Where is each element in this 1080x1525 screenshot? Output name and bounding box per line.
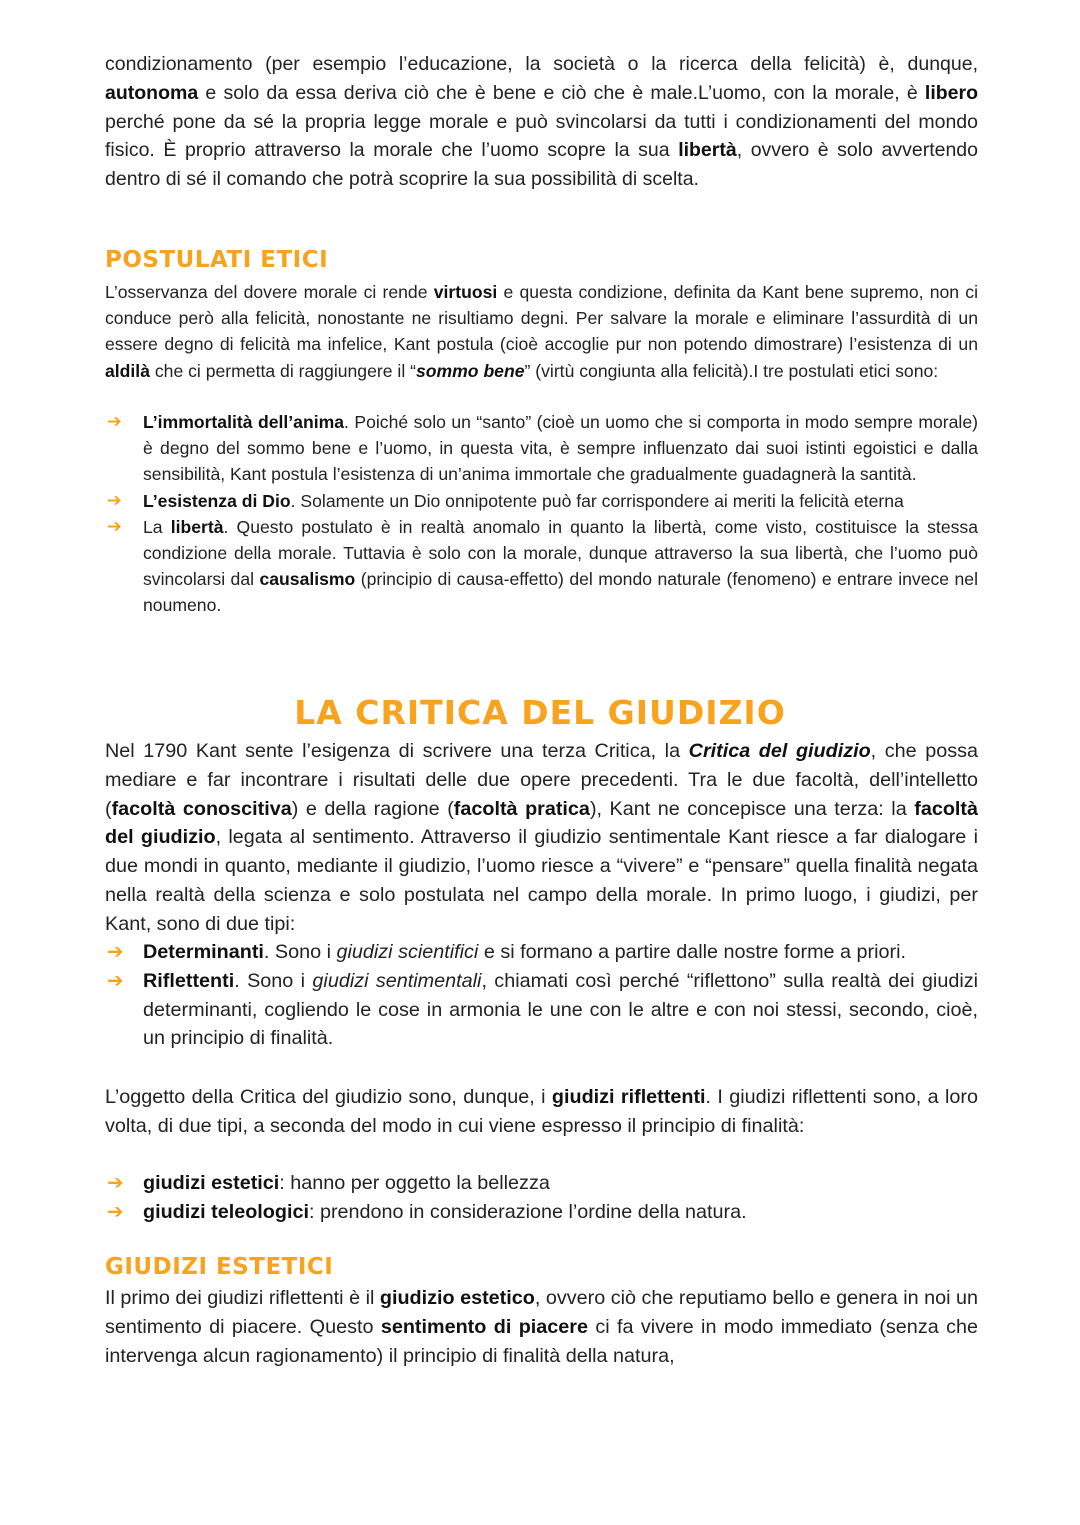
- postulati-paragraph: L’osservanza del dovere morale ci rende virtuosi e questa condizione, definita da Kant bene supremo, non ci conduce però alla felicità, nonostante ne risultiamo degni. Per salvare la morale e eliminare l’assurdità di un essere degno di felicità ma infelice, Kant postula (cioè accoglie pur non potendo dimostrare) l’esistenza di un aldilà che ci permetta di raggiungere il “sommo bene” (virtù congiunta alla felicità).I tre postulati etici sono:: [105, 282, 978, 381]
- list-item: ➔ giudizi teleologici: prendono in considerazione l’ordine della natura.: [105, 1198, 978, 1227]
- critica-paragraph: Nel 1790 Kant sente l’esigenza di scrivere una terza Critica, la Critica del giudizio, che possa mediare e far incontrare i risultati delle due opere precedenti. Tra le due facoltà, dell’intelletto (facoltà conoscitiva) e della ragione (facoltà pratica), Kant ne concepisce una terza: la facoltà del giudizio, legata al sentimento. Attraverso il giudizio sentimentale Kant riesce a far dialogare i due mondi in quanto, mediante il giudizio, l’uomo riesce a “vivere” e “pensare” quella finalità negata nella realtà della scienza e solo postulata nel campo della morale. In primo luogo, i giudizi, per Kant, sono di due tipi:: [105, 740, 978, 935]
- text-emphasis: sentimento di piacere: [380, 1315, 588, 1338]
- arrow-bullet-icon: ➔: [107, 968, 124, 992]
- list-item: ➔ La libertà. Questo postulato è in realtà anomalo in quanto la libertà, come visto, costituisce la stessa condizione della morale. Tuttavia è solo con la morale, dunque attraverso la sua libertà, che l’uomo può svincolarsi dal causalismo (principio di causa-effetto) del mondo naturale (fenomeno) e entrare invece nel noumeno.: [105, 514, 978, 619]
- critica-paragraph-2: L’oggetto della Critica del giudizio sono, dunque, i giudizi riflettenti. I giudizi riflettenti sono, a loro volta, di due tipi, a seconda del modo in cui viene espresso il principio di finalità:: [105, 1086, 978, 1137]
- arrow-bullet-icon: ➔: [107, 412, 122, 432]
- arrow-bullet-icon: ➔: [107, 1171, 124, 1194]
- text-emphasis: facoltà pratica: [453, 797, 590, 820]
- text-emphasis: aldilà: [105, 360, 150, 381]
- arrow-bullet-icon: ➔: [107, 940, 124, 963]
- list-item: ➔ L’esistenza di Dio. Solamente un Dio onnipotente può far corrispondere ai meriti la felicità eterna: [105, 488, 978, 514]
- text-emphasis: facoltà conoscitiva: [111, 797, 292, 820]
- postulati-list: [105, 409, 978, 619]
- arrow-bullet-icon: ➔: [107, 490, 122, 511]
- section-heading-postulati: POSTULATI ETICI: [105, 247, 329, 273]
- text-emphasis: virtuosi: [433, 282, 498, 302]
- text-emphasis: giudizi riflettenti: [551, 1086, 706, 1108]
- text-emphasis: autonoma: [105, 81, 199, 104]
- list-item-emphasis: giudizi sentimentali: [312, 969, 482, 992]
- list-item-emphasis: giudizi estetici: [143, 1172, 280, 1194]
- text-emphasis: sommo bene: [415, 360, 525, 381]
- text-emphasis: Critica del giudizio: [688, 740, 871, 762]
- estetici-paragraph: Il primo dei giudizi riflettenti è il giudizio estetico, ovvero ciò che reputiamo bello e genera in noi un sentimento di piacere. Questo sentimento di piacere ci fa vivere in modo immediato (senza che intervenga alcun ragionamento) il principio di finalità della natura,: [105, 1287, 978, 1367]
- intro-paragraph: condizionamento (per esempio l’educazione, la società o la ricerca della felicità) è, dunque, autonoma e solo da essa deriva ciò che è bene e ciò che è male.L’uomo, con la morale, è libero perché pone da sé la propria legge morale e può svincolarsi da tutti i condizionamenti del mondo fisico. È proprio attraverso la morale che l’uomo scopre la sua libertà, ovvero è solo avvertendo dentro di sé il comando che potrà scoprire la sua possibilità di scelta.: [105, 53, 978, 191]
- text-emphasis: giudizio estetico: [379, 1287, 535, 1309]
- giudizi-riflettenti-list: [105, 1169, 978, 1227]
- text-emphasis: facoltà del giudizio: [105, 797, 978, 849]
- list-item-emphasis: Determinanti: [143, 941, 264, 963]
- list-item-emphasis: L’esistenza di Dio: [143, 490, 291, 511]
- arrow-bullet-icon: ➔: [107, 1199, 124, 1223]
- list-item: ➔ Determinanti. Sono i giudizi scientifici e si formano a partire dalle nostre forme a priori.: [105, 938, 978, 967]
- list-item: ➔ giudizi estetici: hanno per oggetto la bellezza: [105, 1169, 978, 1198]
- giudizi-types-list: [105, 938, 978, 1053]
- list-item-emphasis: giudizi scientifici: [336, 941, 479, 963]
- list-item-emphasis: libertà: [170, 516, 224, 537]
- arrow-bullet-icon: ➔: [107, 516, 122, 537]
- list-item-emphasis: giudizi teleologici: [143, 1200, 309, 1223]
- list-item-emphasis: L’immortalità dell’anima: [143, 412, 345, 432]
- text-emphasis: libero: [924, 81, 978, 104]
- list-item-emphasis: Riflettenti: [143, 969, 235, 992]
- list-item: ➔ Riflettenti. Sono i giudizi sentimentali, chiamati così perché “riflettono” sulla realtà dei giudizi determinanti, cogliendo le cose in armonia le une con le altre e con noi stessi, secondo, cioè, un principio di finalità.: [107, 968, 978, 1050]
- list-item-emphasis: causalismo: [259, 569, 356, 590]
- chapter-title-critica: LA CRITICA DEL GIUDIZIO: [294, 693, 786, 732]
- list-item: ➔ L’immortalità dell’anima. Poiché solo un “santo” (cioè un uomo che si comporta in modo sempre morale) è degno del sommo bene e l’uomo, in questa vita, è sempre influenzato dai suoi istinti egoistici e dalla sensibilità, Kant postula l’esistenza di un’anima immortale che gradualmente guadagnerà la santità.: [105, 409, 978, 488]
- text-emphasis: libertà: [678, 139, 737, 162]
- section-heading-estetici: GIUDIZI ESTETICI: [105, 1254, 334, 1280]
